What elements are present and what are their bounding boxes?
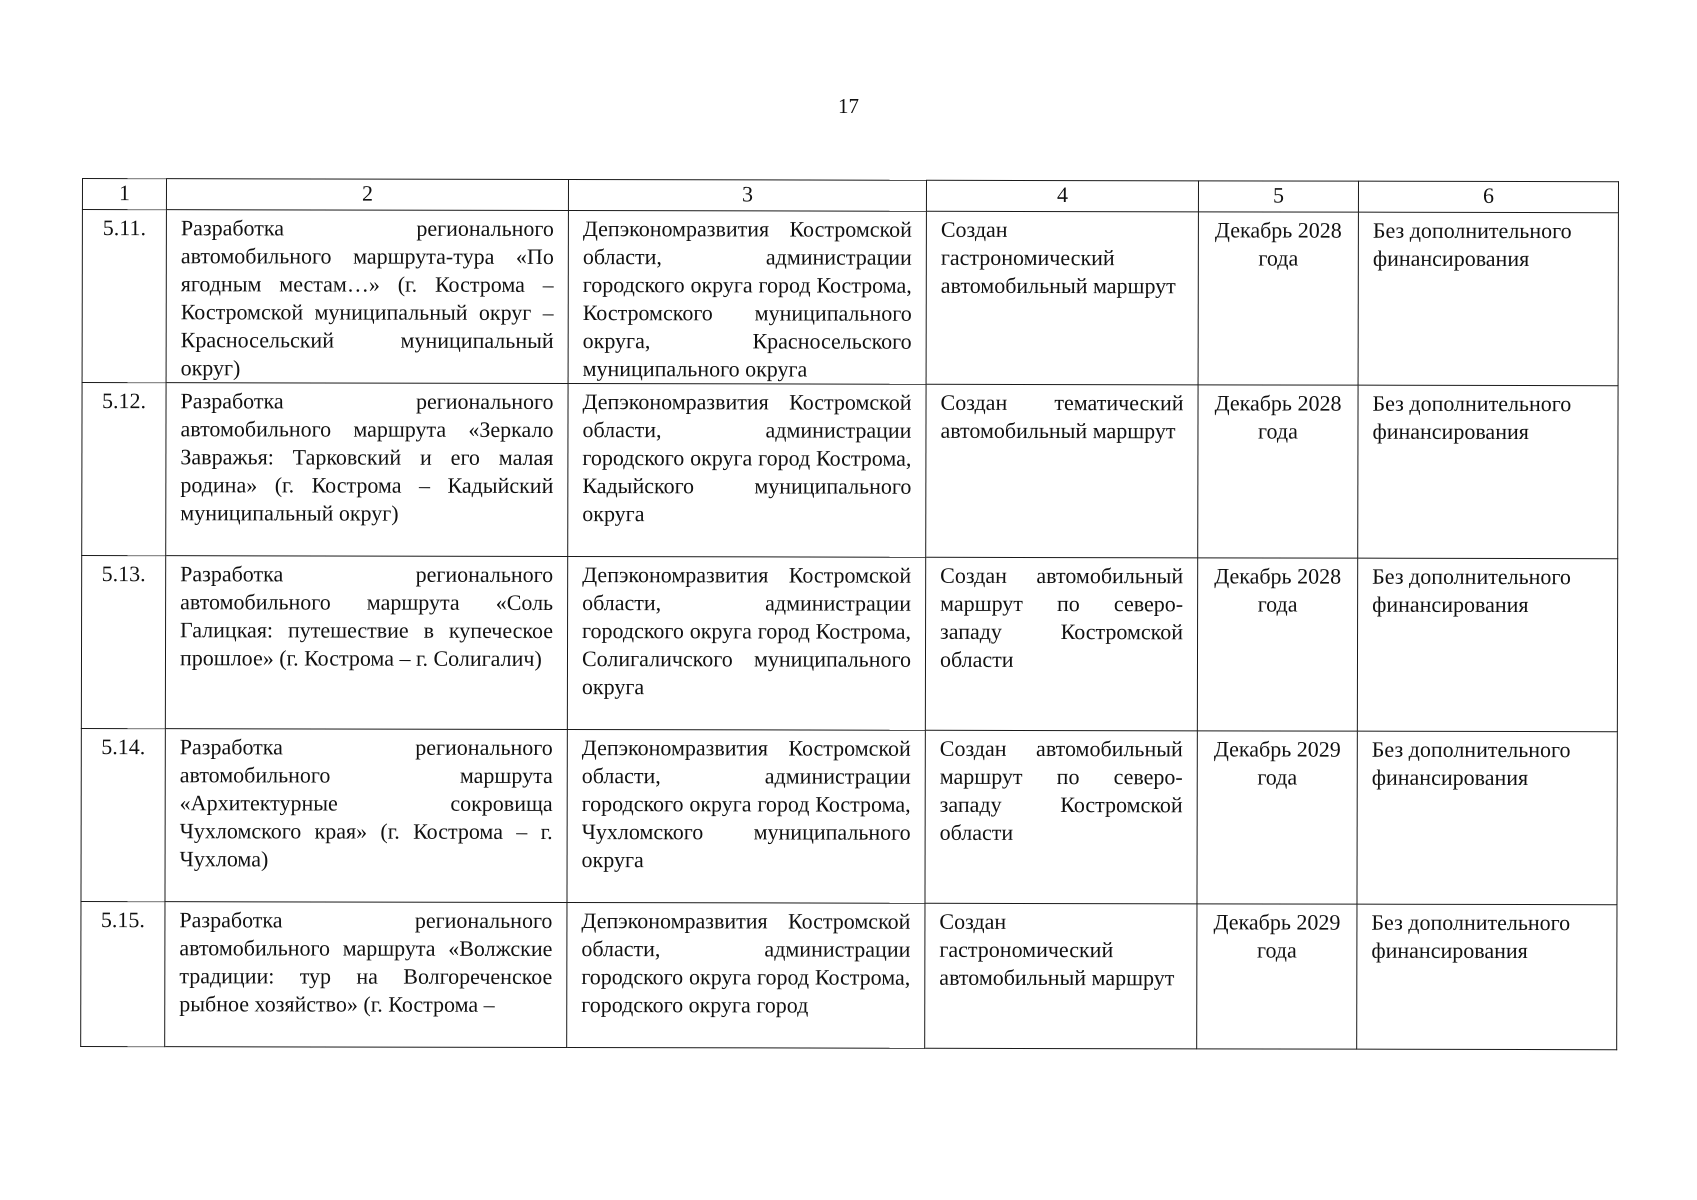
responsible-text: Депэкономразвития Костромской области, администрации городского округа город Кострома, Чухломского муниципального округа <box>581 735 911 873</box>
responsible-cell <box>567 903 925 1049</box>
row-number-cell: 5.15. <box>81 901 165 1046</box>
result-text: Создан гастрономический автомобильный маршрут <box>939 908 1175 991</box>
page-number: 17 <box>838 94 859 118</box>
table-row <box>81 556 1617 732</box>
event-name-cell <box>165 729 567 903</box>
responsible-cell <box>568 384 926 558</box>
responsible-cell <box>568 211 926 385</box>
financing-cell: Без дополнительного финансирования <box>1358 385 1618 559</box>
event-name-text: Разработка регионального автомобильного маршрута «Волжские традиции: тур на Волгореченское рыбное хозяйство» (г. Кострома – <box>179 907 553 1017</box>
responsible-text: Депэкономразвития Костромской области, администрации городского округа город Кострома, Солигаличского муниципального округа <box>581 562 912 700</box>
event-name-text: Разработка регионального автомобильного маршрута «Соль Галицкая: путешествие в купеческое прошлое» (г. Кострома – г. Солигалич) <box>179 561 554 671</box>
event-name-text: Разработка регионального автомобильного маршрута «Зеркало Завражья: Тарковский и его малая родина» (г. Кострома – Кадыйский муниципальный округ) <box>180 388 554 526</box>
financing-cell: Без дополнительного финансирования <box>1358 212 1618 386</box>
deadline-cell: Декабрь 2028 года <box>1197 558 1357 731</box>
result-text: Создан гастрономический автомобильный маршрут <box>940 216 1176 299</box>
financing-cell: Без дополнительного финансирования <box>1357 731 1617 905</box>
event-name-text: Разработка регионального автомобильного маршрута «Архитектурные сокровища Чухломского края» (г. Кострома – г. Чухлома) <box>179 734 553 872</box>
column-header-4: 4 <box>926 180 1198 212</box>
result-text: Создан тематический автомобильный маршрут <box>940 389 1184 444</box>
result-cell <box>926 384 1198 558</box>
deadline-cell: Декабрь 2029 года <box>1197 904 1357 1049</box>
event-name-cell <box>165 556 567 730</box>
table-row <box>82 383 1618 559</box>
column-header-3: 3 <box>568 180 926 212</box>
column-header-2: 2 <box>166 179 568 211</box>
plan-table <box>80 178 1619 1050</box>
event-name-cell <box>165 902 567 1048</box>
responsible-cell <box>567 557 925 731</box>
table-row <box>82 210 1618 386</box>
financing-cell: Без дополнительного финансирования <box>1357 558 1617 732</box>
responsible-cell <box>567 730 925 904</box>
event-name-cell <box>166 383 568 557</box>
result-cell <box>926 211 1198 385</box>
deadline-cell: Декабрь 2028 года <box>1198 385 1358 558</box>
event-name-cell <box>166 210 568 384</box>
row-number-cell: 5.13. <box>81 556 165 729</box>
row-number-cell: 5.11. <box>82 210 166 383</box>
financing-cell: Без дополнительного финансирования <box>1357 904 1617 1050</box>
deadline-cell: Декабрь 2029 года <box>1197 731 1357 904</box>
result-text: Создан автомобильный маршрут по северо-западу Костромской области <box>939 735 1183 845</box>
responsible-text: Депэкономразвития Костромской области, администрации городского округа город Кострома, Кадыйского муниципального округа <box>582 389 912 527</box>
column-header-1: 1 <box>82 179 166 210</box>
table-row <box>81 728 1617 904</box>
table-row <box>81 901 1617 1049</box>
row-number-cell: 5.14. <box>81 728 165 901</box>
column-header-6: 6 <box>1358 181 1618 213</box>
responsible-text: Депэкономразвития Костромской области, администрации городского округа город Кострома, городского округа город <box>581 908 911 1018</box>
table-header-row <box>82 179 1618 213</box>
result-cell <box>925 903 1197 1049</box>
result-text: Создан автомобильный маршрут по северо-западу Костромской области <box>939 562 1184 672</box>
result-cell <box>925 557 1197 731</box>
responsible-text: Депэкономразвития Костромской области, администрации городского округа город Кострома, Костромского муниципального округа, Красносельского муниципального округа <box>582 216 912 382</box>
row-number-cell: 5.12. <box>82 383 166 556</box>
deadline-cell: Декабрь 2028 года <box>1198 212 1358 385</box>
column-header-5: 5 <box>1198 181 1358 212</box>
event-name-text: Разработка регионального автомобильного маршрута-тура «По ягодным местам…» (г. Кострома – Костромской муниципальный округ – Красносельский муниципальный округ) <box>180 215 554 381</box>
result-cell <box>925 730 1197 904</box>
